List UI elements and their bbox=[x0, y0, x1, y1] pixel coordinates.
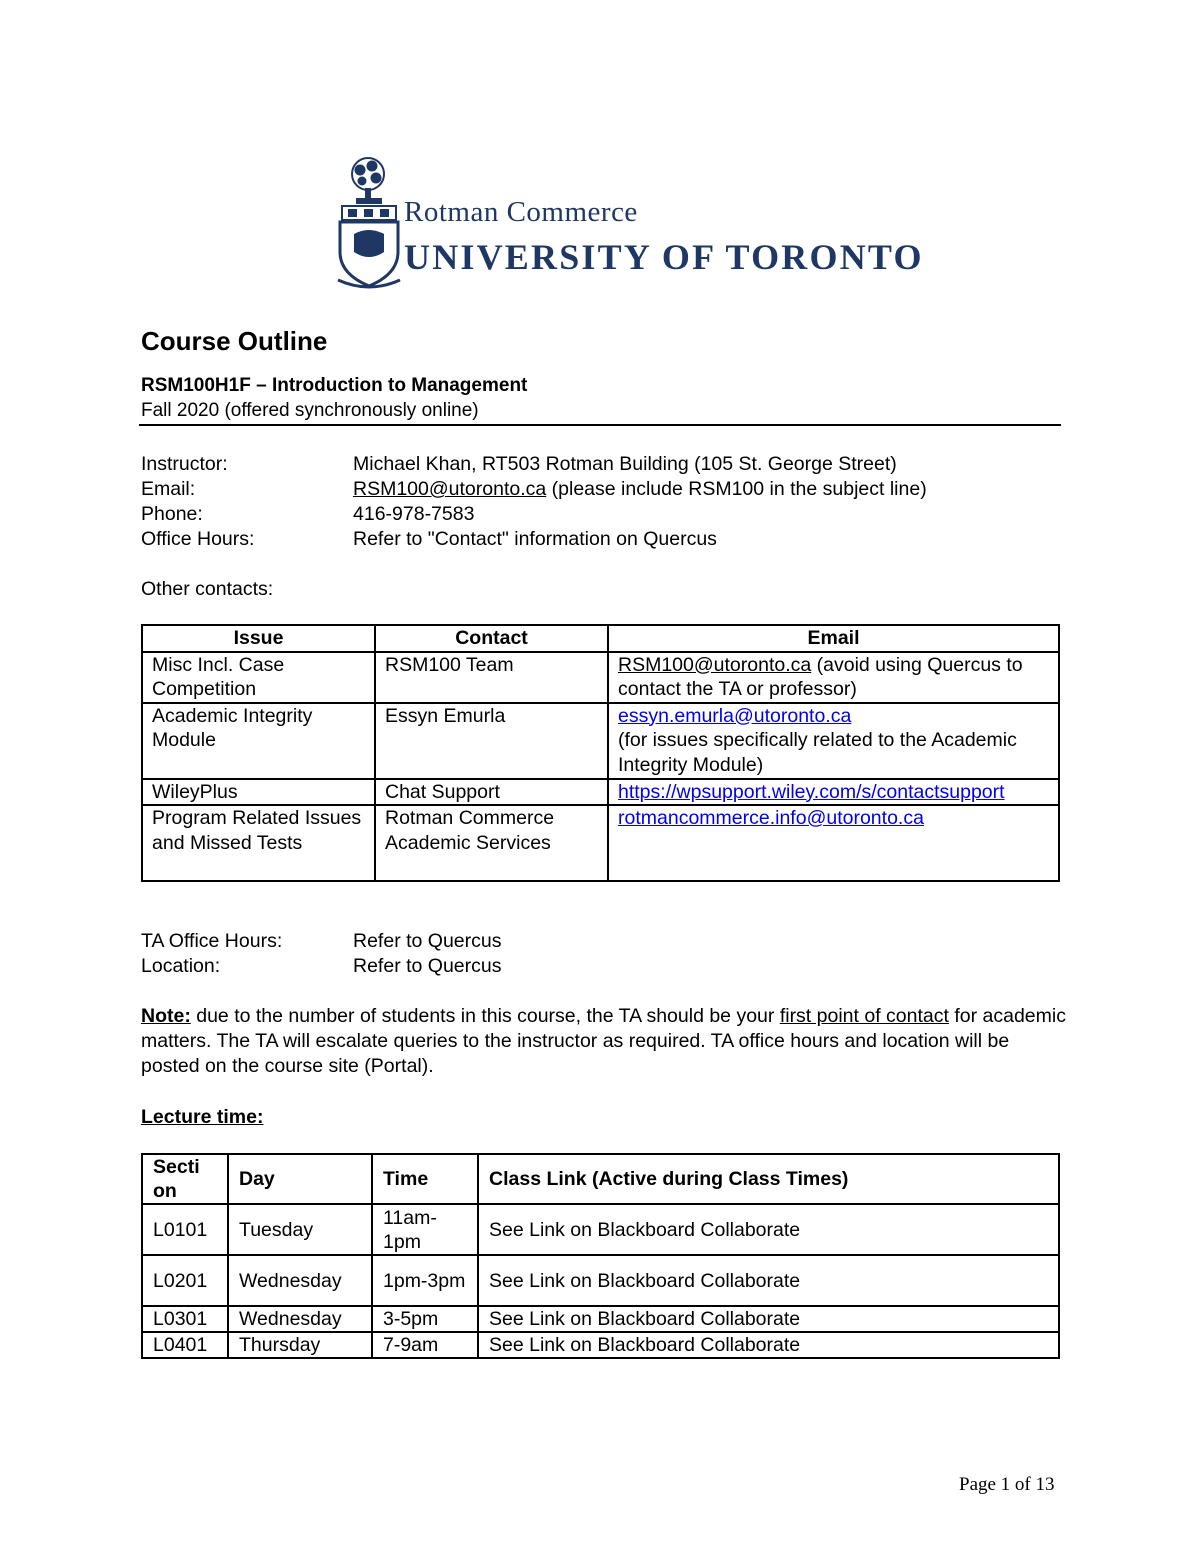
day-cell: Thursday bbox=[228, 1332, 372, 1358]
contact-cell: RSM100 Team bbox=[375, 652, 608, 703]
term-subtitle: Fall 2020 (offered synchronously online) bbox=[141, 400, 479, 421]
page-title: Course Outline bbox=[141, 326, 328, 356]
issue-cell: WileyPlus bbox=[142, 779, 375, 806]
note-text-1: due to the number of students in this course, the TA should be your bbox=[190, 1005, 780, 1027]
course-code-heading: RSM100H1F – Introduction to Management bbox=[141, 375, 528, 396]
ta-location-value: Refer to Quercus bbox=[353, 955, 502, 977]
email-note: (for issues specifically related to the Academic Integrity Module) bbox=[618, 729, 1017, 776]
email-cell bbox=[608, 779, 1059, 806]
email-cell bbox=[608, 703, 1059, 779]
email-link[interactable]: RSM100@utoronto.ca bbox=[618, 653, 812, 676]
section-cell: L0301 bbox=[142, 1306, 228, 1332]
instructor-email-link[interactable]: RSM100@utoronto.ca bbox=[353, 478, 547, 500]
time-cell: 7-9am bbox=[372, 1332, 478, 1358]
time-cell: 11am-1pm bbox=[372, 1204, 478, 1255]
instructor-label: Instructor: bbox=[141, 453, 228, 475]
ta-hours-value: Refer to Quercus bbox=[353, 930, 502, 952]
time-cell: 1pm-3pm bbox=[372, 1255, 478, 1306]
table-row bbox=[142, 652, 1059, 703]
email-cell bbox=[608, 652, 1059, 703]
instructor-value: Michael Khan, RT503 Rotman Building (105 St. George Street) bbox=[353, 453, 897, 475]
day-cell: Wednesday bbox=[228, 1306, 372, 1332]
contacts-table bbox=[141, 624, 1060, 882]
day-cell: Wednesday bbox=[228, 1255, 372, 1306]
contact-cell: Chat Support bbox=[375, 779, 608, 806]
email-cell bbox=[608, 805, 1059, 881]
note-paragraph bbox=[141, 1004, 1066, 1079]
email-note: (avoid using Quercus to contact the TA or professor) bbox=[618, 653, 1023, 700]
time-cell: 3-5pm bbox=[372, 1306, 478, 1332]
column-header-issue: Issue bbox=[142, 625, 375, 652]
contact-cell: Essyn Emurla bbox=[375, 703, 608, 779]
phone-label: Phone: bbox=[141, 503, 203, 525]
column-header-section: Secti on bbox=[142, 1154, 228, 1204]
class-link-cell: See Link on Blackboard Collaborate bbox=[478, 1332, 1059, 1358]
table-row bbox=[142, 1306, 1059, 1332]
issue-cell: Program Related Issues and Missed Tests bbox=[142, 805, 375, 881]
note-label: Note: bbox=[141, 1005, 191, 1027]
email-note: (please include RSM100 in the subject line) bbox=[546, 478, 927, 500]
day-cell: Tuesday bbox=[228, 1204, 372, 1255]
email-link[interactable]: rotmancommerce.info@utoronto.ca bbox=[618, 807, 924, 829]
other-contacts-label: Other contacts: bbox=[141, 578, 274, 600]
class-link-cell: See Link on Blackboard Collaborate bbox=[478, 1204, 1059, 1255]
page-number: Page 1 of 13 bbox=[959, 1474, 1055, 1495]
lecture-table bbox=[141, 1153, 1060, 1359]
table-row bbox=[142, 1204, 1059, 1255]
column-header-email: Email bbox=[608, 625, 1059, 652]
email-label: Email: bbox=[141, 478, 196, 500]
section-cell: L0201 bbox=[142, 1255, 228, 1306]
table-row bbox=[142, 703, 1059, 779]
logo-line-rotman-commerce: Rotman Commerce bbox=[404, 196, 638, 228]
header-divider bbox=[139, 424, 1061, 426]
office-hours-label: Office Hours: bbox=[141, 528, 255, 550]
column-header-time: Time bbox=[372, 1154, 478, 1204]
class-link-cell: See Link on Blackboard Collaborate bbox=[478, 1255, 1059, 1306]
email-value bbox=[353, 477, 927, 502]
issue-cell: Academic Integrity Module bbox=[142, 703, 375, 779]
class-link-cell: See Link on Blackboard Collaborate bbox=[478, 1306, 1059, 1332]
phone-value: 416-978-7583 bbox=[353, 503, 475, 525]
table-row bbox=[142, 1332, 1059, 1358]
column-header-contact: Contact bbox=[375, 625, 608, 652]
office-hours-value: Refer to "Contact" information on Quercus bbox=[353, 528, 717, 550]
contacts-table-header bbox=[142, 625, 1059, 652]
logo-line-university: UNIVERSITY OF TORONTO bbox=[404, 237, 924, 277]
email-link[interactable]: essyn.emurla@utoronto.ca bbox=[618, 704, 852, 727]
lecture-table-header bbox=[142, 1154, 1059, 1204]
table-row bbox=[142, 779, 1059, 806]
note-text-2: for academic matters. The TA will escalate queries to the instructor as required. TA office hours and location will be posted on the course site (Portal). bbox=[141, 1005, 1066, 1077]
column-header-class-link: Class Link (Active during Class Times) bbox=[478, 1154, 1059, 1204]
ta-hours-label: TA Office Hours: bbox=[141, 930, 283, 952]
table-row bbox=[142, 805, 1059, 881]
section-cell: L0401 bbox=[142, 1332, 228, 1358]
section-cell: L0101 bbox=[142, 1204, 228, 1255]
lecture-time-heading: Lecture time: bbox=[141, 1106, 264, 1128]
email-link[interactable]: https://wpsupport.wiley.com/s/contactsupport bbox=[618, 780, 1005, 803]
note-underlined: first point of contact bbox=[779, 1005, 949, 1027]
column-header-day: Day bbox=[228, 1154, 372, 1204]
issue-cell: Misc Incl. Case Competition bbox=[142, 652, 375, 703]
contact-cell: Rotman Commerce Academic Services bbox=[375, 805, 608, 881]
table-row bbox=[142, 1255, 1059, 1306]
ta-location-label: Location: bbox=[141, 955, 221, 977]
